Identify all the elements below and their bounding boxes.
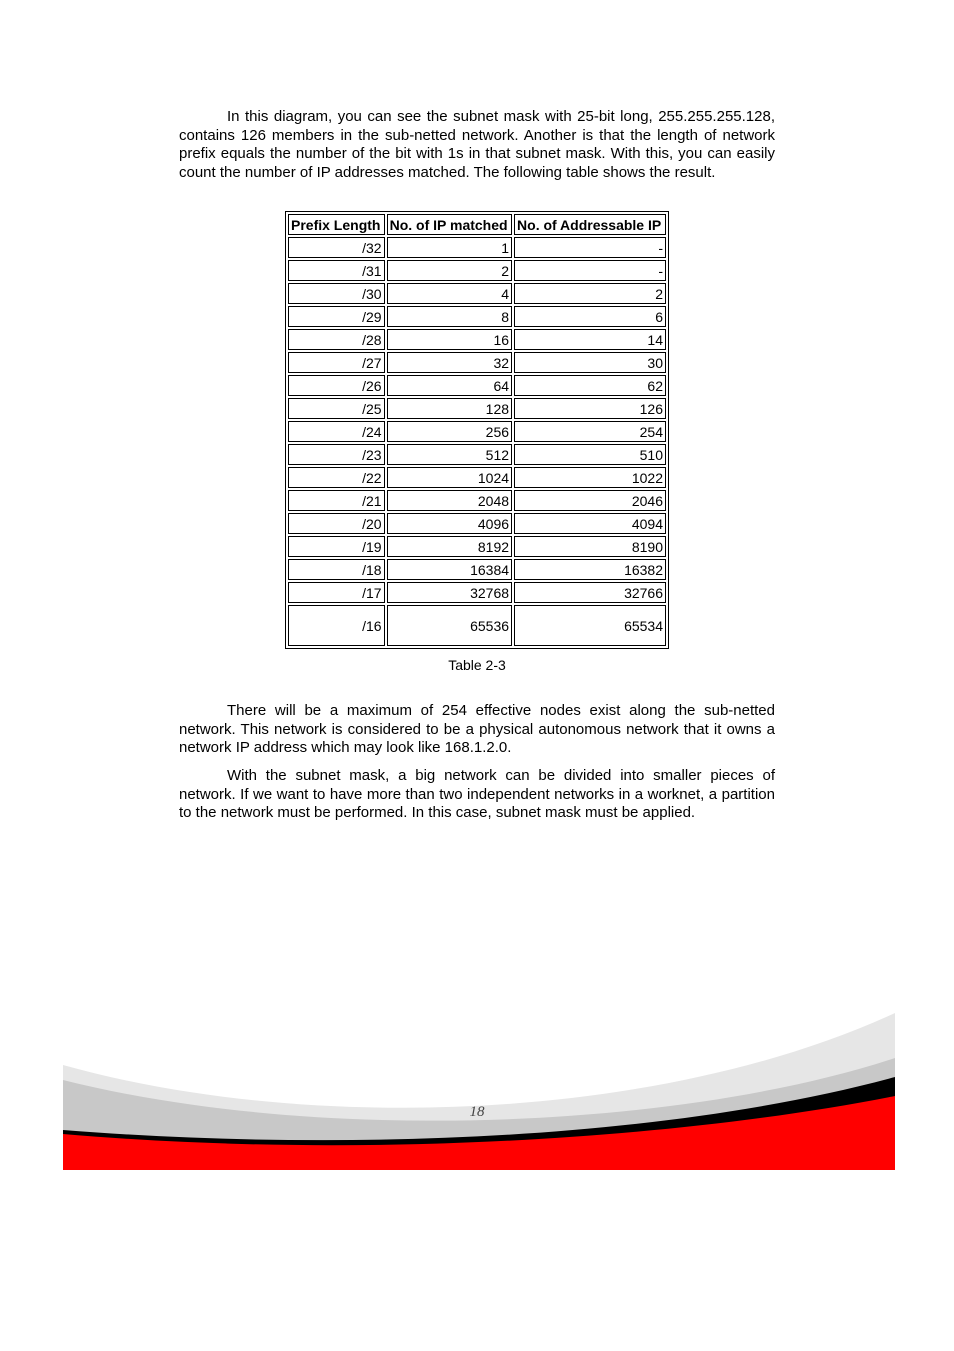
cell-prefix-length: /18: [288, 559, 385, 580]
cell-prefix-length: /26: [288, 375, 385, 396]
cell-addressable-ip: -: [514, 237, 666, 258]
table-row: [288, 306, 666, 327]
body-paragraph-3: With the subnet mask, a big network can be divided into smaller pieces of network. If we want to have more than two independent networks in a worknet, a partition to the network must be performed. In this case, subnet mask must be applied.: [179, 767, 775, 821]
prefix-length-table: [285, 211, 669, 649]
table-row: [288, 605, 666, 646]
cell-prefix-length: /32: [288, 237, 385, 258]
table-row: [288, 352, 666, 373]
cell-addressable-ip: 1022: [514, 467, 666, 488]
cell-prefix-length: /23: [288, 444, 385, 465]
cell-addressable-ip: 62: [514, 375, 666, 396]
table-row: [288, 559, 666, 580]
table-row: [288, 421, 666, 442]
table-row: [288, 329, 666, 350]
cell-ip-matched: 1: [387, 237, 512, 258]
cell-addressable-ip: 65534: [514, 605, 666, 646]
cell-addressable-ip: 30: [514, 352, 666, 373]
table-caption: Table 2-3: [448, 657, 506, 673]
cell-ip-matched: 512: [387, 444, 512, 465]
cell-addressable-ip: 4094: [514, 513, 666, 534]
cell-ip-matched: 8: [387, 306, 512, 327]
cell-addressable-ip: 14: [514, 329, 666, 350]
cell-ip-matched: 4096: [387, 513, 512, 534]
cell-ip-matched: 128: [387, 398, 512, 419]
header-ip-matched: No. of IP matched: [387, 214, 512, 235]
body-paragraph-1: In this diagram, you can see the subnet mask with 25-bit long, 255.255.255.128, contains 126 members in the sub-netted network. Another is that the length of network prefix equals the number of the bit with 1s in that subnet mask. With this, you can easily count the number of IP addresses matched. The following table shows the result.: [179, 108, 775, 181]
cell-addressable-ip: 126: [514, 398, 666, 419]
cell-addressable-ip: 510: [514, 444, 666, 465]
cell-addressable-ip: 6: [514, 306, 666, 327]
footer-swoosh-graphic: [63, 1010, 895, 1170]
cell-ip-matched: 2: [387, 260, 512, 281]
cell-ip-matched: 4: [387, 283, 512, 304]
cell-prefix-length: /28: [288, 329, 385, 350]
cell-prefix-length: /31: [288, 260, 385, 281]
cell-addressable-ip: 16382: [514, 559, 666, 580]
cell-prefix-length: /30: [288, 283, 385, 304]
cell-ip-matched: 16384: [387, 559, 512, 580]
cell-ip-matched: 16: [387, 329, 512, 350]
cell-prefix-length: /20: [288, 513, 385, 534]
table-row: [288, 375, 666, 396]
header-prefix-length: Prefix Length: [288, 214, 385, 235]
cell-prefix-length: /22: [288, 467, 385, 488]
cell-addressable-ip: 32766: [514, 582, 666, 603]
table-header-row: [288, 214, 666, 235]
page-number: 18: [469, 1104, 485, 1120]
cell-prefix-length: /16: [288, 605, 385, 646]
cell-prefix-length: /21: [288, 490, 385, 511]
table-body: [288, 237, 666, 646]
cell-prefix-length: /29: [288, 306, 385, 327]
table-row: [288, 398, 666, 419]
cell-ip-matched: 256: [387, 421, 512, 442]
body-paragraph-2: There will be a maximum of 254 effective nodes exist along the sub-netted network. This network is considered to be a physical autonomous network that it owns a network IP address which may look like 168.1.2.0.: [179, 702, 775, 756]
cell-addressable-ip: -: [514, 260, 666, 281]
table-row: [288, 260, 666, 281]
cell-ip-matched: 1024: [387, 467, 512, 488]
table-row: [288, 582, 666, 603]
table-row: [288, 237, 666, 258]
cell-ip-matched: 8192: [387, 536, 512, 557]
cell-ip-matched: 65536: [387, 605, 512, 646]
cell-addressable-ip: 2046: [514, 490, 666, 511]
cell-ip-matched: 32: [387, 352, 512, 373]
table-row: [288, 283, 666, 304]
header-addressable-ip: No. of Addressable IP: [514, 214, 666, 235]
cell-addressable-ip: 8190: [514, 536, 666, 557]
table-row: [288, 490, 666, 511]
cell-ip-matched: 2048: [387, 490, 512, 511]
cell-ip-matched: 32768: [387, 582, 512, 603]
table-row: [288, 467, 666, 488]
cell-prefix-length: /27: [288, 352, 385, 373]
cell-prefix-length: /19: [288, 536, 385, 557]
cell-addressable-ip: 2: [514, 283, 666, 304]
table-row: [288, 536, 666, 557]
cell-prefix-length: /24: [288, 421, 385, 442]
table-row: [288, 444, 666, 465]
cell-prefix-length: /17: [288, 582, 385, 603]
cell-addressable-ip: 254: [514, 421, 666, 442]
table-row: [288, 513, 666, 534]
cell-prefix-length: /25: [288, 398, 385, 419]
cell-ip-matched: 64: [387, 375, 512, 396]
